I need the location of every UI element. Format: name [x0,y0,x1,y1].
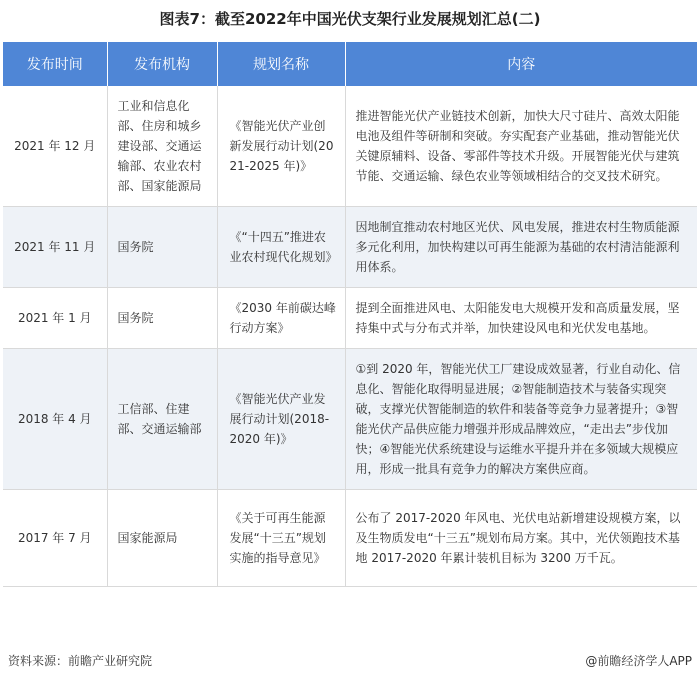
cell-content: 因地制宜推动农村地区光伏、风电发展，推进农村生物质能源多元化利用，加快构建以可再生能源为基础的农村清洁能源利用体系。 [345,207,697,288]
source-note: 资料来源：前瞻产业研究院 [8,654,153,668]
header-org: 发布机构 [107,42,217,86]
header-content: 内容 [345,42,697,86]
page-title: 图表7：截至2022年中国光伏支架行业发展规划汇总(二) [159,10,541,28]
cell-date: 2017 年 7 月 [3,490,107,587]
cell-name: 《关于可再生能源发展“十三五”规划实施的指导意见》 [217,490,345,587]
table-row [3,288,697,349]
table-row [3,490,697,587]
cell-org: 国务院 [107,207,217,288]
cell-org: 工信部、住建部、交通运输部 [107,349,217,490]
cell-content: 推进智能光伏产业链技术创新，加快大尺寸硅片、高效太阳能电池及组件等研制和突破。夯实配套产业基础，推动智能光伏关键原辅料、设备、零部件等技术升级。开展智能光伏与建筑节能、交通运输、绿色农业等领域相结合的交叉技术研究。 [345,86,697,207]
table-row [3,207,697,288]
table-row [3,86,697,207]
cell-org: 国务院 [107,288,217,349]
header-date: 发布时间 [3,42,107,86]
cell-date: 2018 年 4 月 [3,349,107,490]
cell-content: 公布了 2017-2020 年风电、光伏电站新增建设规模方案，以及生物质发电“十三五”规划布局方案。其中，光伏领跑技术基地 2017-2020 年累计装机目标为 3200 万千瓦。 [345,490,697,587]
cell-date: 2021 年 11 月 [3,207,107,288]
cell-date: 2021 年 12 月 [3,86,107,207]
cell-name: 《“十四五”推进农业农村现代化规划》 [217,207,345,288]
cell-name: 《智能光伏产业发展行动计划(2018-2020 年)》 [217,349,345,490]
cell-content: 提到全面推进风电、太阳能发电大规模开发和高质量发展，坚持集中式与分布式并举，加快建设风电和光伏发电基地。 [345,288,697,349]
brand-credit: @前瞻经济学人APP [585,654,692,668]
header-name: 规划名称 [217,42,345,86]
table-row [3,349,697,490]
footer [8,652,692,669]
cell-content: ①到 2020 年，智能光伏工厂建设成效显著，行业自动化、信息化、智能化取得明显进展；②智能制造技术与装备实现突破，支撑光伏智能制造的软件和装备等竞争力显著提升；③智能光伏产品供应能力增强并形成品牌效应，“走出去”步伐加快；④智能光伏系统建设与运维水平提升并在多领域大规模应用，形成一批具有竞争力的解决方案供应商。 [345,349,697,490]
policy-table [3,42,697,587]
cell-name: 《智能光伏产业创新发展行动计划(2021-2025 年)》 [217,86,345,207]
cell-org: 工业和信息化部、住房和城乡建设部、交通运输部、农业农村部、国家能源局 [107,86,217,207]
cell-org: 国家能源局 [107,490,217,587]
cell-name: 《2030 年前碳达峰行动方案》 [217,288,345,349]
cell-date: 2021 年 1 月 [3,288,107,349]
table-header-row [3,42,697,86]
